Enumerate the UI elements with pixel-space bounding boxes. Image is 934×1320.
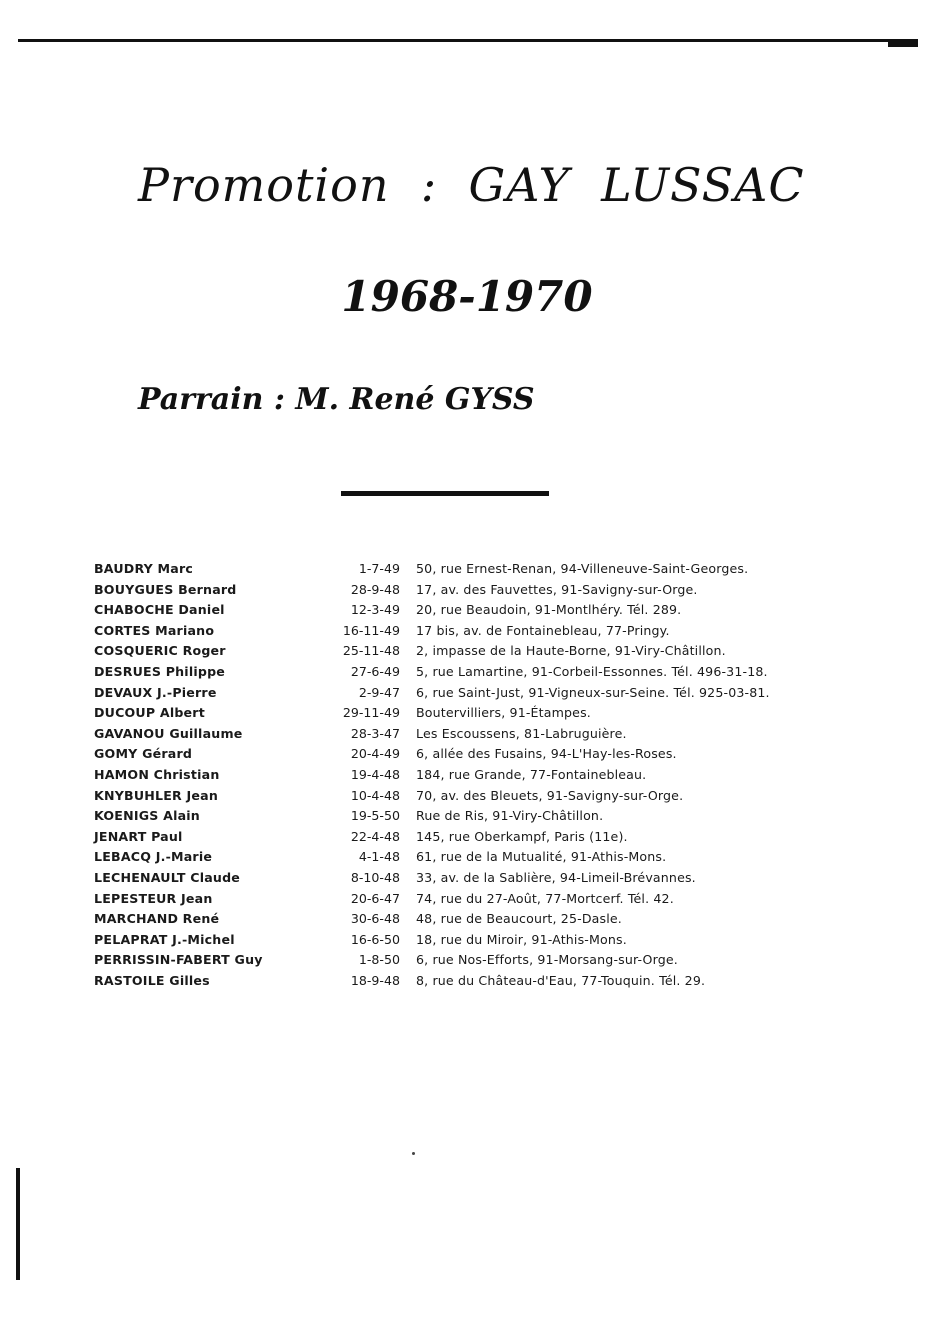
roster-list (94, 559, 814, 991)
member-name: RASTOILE Gilles (94, 972, 210, 988)
member-name: KNYBUHLER Jean (94, 787, 218, 803)
roster-row (94, 827, 814, 848)
member-address: Les Escoussens, 81-Labruguière. (416, 725, 627, 741)
birth-date: 30-6-48 (350, 911, 400, 927)
birth-date: 29-11-49 (342, 705, 400, 721)
roster-row (94, 806, 814, 827)
member-address: 5, rue Lamartine, 91-Corbeil-Essonnes. Tél. 496-31-18. (416, 663, 768, 679)
roster-row (94, 683, 814, 704)
roster-row (94, 580, 814, 601)
birth-date: 10-4-48 (350, 787, 400, 803)
roster-row (94, 724, 814, 745)
birth-date: 22-4-48 (350, 828, 400, 844)
roster-row (94, 909, 814, 930)
roster-row (94, 847, 814, 868)
member-name: HAMON Christian (94, 766, 220, 782)
member-address: 20, rue Beaudoin, 91-Montlhéry. Tél. 289. (416, 602, 682, 618)
member-name: DESRUES Philippe (94, 663, 226, 679)
birth-date: 1-8-50 (358, 952, 400, 968)
member-address: 6, allée des Fusains, 94-L'Hay-les-Roses. (416, 746, 677, 762)
birth-date: 12-3-49 (350, 602, 400, 618)
member-name: GOMY Gérard (94, 746, 193, 762)
member-name: DEVAUX J.-Pierre (94, 684, 217, 700)
member-address: 74, rue du 27-Août, 77-Mortcerf. Tél. 42. (416, 890, 674, 906)
birth-date: 28-9-48 (350, 581, 400, 597)
roster-row (94, 930, 814, 951)
promotion-years: 1968-1970 (341, 272, 593, 321)
scan-speck (412, 1152, 415, 1155)
top-rule (18, 39, 918, 42)
roster-row (94, 559, 814, 580)
member-name: JENART Paul (94, 828, 183, 844)
member-address: 70, av. des Bleuets, 91-Savigny-sur-Orge. (416, 787, 684, 803)
member-address: 48, rue de Beaucourt, 25-Dasle. (416, 911, 622, 927)
top-rule-tab (888, 41, 918, 47)
birth-date: 20-4-49 (350, 746, 400, 762)
member-name: COSQUERIC Roger (94, 643, 226, 659)
member-address: 33, av. de la Sablière, 94-Limeil-Brévannes. (416, 869, 696, 885)
member-address: 2, impasse de la Haute-Borne, 91-Viry-Châtillon. (416, 643, 726, 659)
birth-date: 8-10-48 (350, 869, 400, 885)
member-name: LECHENAULT Claude (94, 869, 241, 885)
birth-date: 27-6-49 (350, 663, 400, 679)
member-address: 6, rue Saint-Just, 91-Vigneux-sur-Seine. Tél. 925-03-81. (416, 684, 770, 700)
roster-row (94, 786, 814, 807)
birth-date: 18-9-48 (350, 972, 400, 988)
member-address: 8, rue du Château-d'Eau, 77-Touquin. Tél. 29. (416, 972, 706, 988)
member-name: KOENIGS Alain (94, 808, 200, 824)
page-title: Promotion : GAY LUSSAC (138, 158, 805, 212)
member-name: BOUYGUES Bernard (94, 581, 237, 597)
member-name: CORTES Mariano (94, 622, 215, 638)
birth-date: 28-3-47 (350, 725, 400, 741)
birth-date: 25-11-48 (342, 643, 400, 659)
birth-date: 19-5-50 (350, 808, 400, 824)
roster-row (94, 662, 814, 683)
member-name: BAUDRY Marc (94, 561, 194, 576)
birth-date: 16-6-50 (350, 931, 400, 947)
member-address: 184, rue Grande, 77-Fontainebleau. (416, 766, 647, 782)
roster-row (94, 971, 814, 992)
member-address: 145, rue Oberkampf, Paris (11e). (416, 828, 628, 844)
birth-date: 1-7-49 (358, 561, 400, 576)
title-divider (341, 491, 549, 496)
roster-row (94, 765, 814, 786)
member-name: PERRISSIN-FABERT Guy (94, 952, 263, 968)
birth-date: 2-9-47 (358, 684, 400, 700)
member-address: 6, rue Nos-Efforts, 91-Morsang-sur-Orge. (416, 952, 678, 968)
member-address: 17 bis, av. de Fontainebleau, 77-Pringy. (416, 622, 670, 638)
roster-row (94, 950, 814, 971)
birth-date: 19-4-48 (350, 766, 400, 782)
birth-date: 16-11-49 (342, 622, 400, 638)
member-address: 17, av. des Fauvettes, 91-Savigny-sur-Orge. (416, 581, 698, 597)
member-name: CHABOCHE Daniel (94, 602, 225, 618)
member-name: DUCOUP Albert (94, 705, 205, 721)
roster-row (94, 703, 814, 724)
roster-row (94, 744, 814, 765)
member-name: LEPESTEUR Jean (94, 890, 213, 906)
member-address: 18, rue du Miroir, 91-Athis-Mons. (416, 931, 627, 947)
member-address: Boutervilliers, 91-Étampes. (416, 705, 591, 721)
sponsor-line: Parrain : M. René GYSS (138, 382, 535, 417)
scan-edge-bar (16, 1168, 20, 1280)
birth-date: 4-1-48 (358, 849, 400, 865)
roster-row (94, 889, 814, 910)
roster-row (94, 641, 814, 662)
member-address: 61, rue de la Mutualité, 91-Athis-Mons. (416, 849, 667, 865)
member-name: MARCHAND René (94, 911, 220, 927)
member-address: 50, rue Ernest-Renan, 94-Villeneuve-Saint-Georges. (416, 561, 749, 576)
birth-date: 20-6-47 (350, 890, 400, 906)
member-name: PELAPRAT J.-Michel (94, 931, 235, 947)
roster-row (94, 621, 814, 642)
member-name: LEBACQ J.-Marie (94, 849, 213, 865)
roster-row (94, 868, 814, 889)
roster-row (94, 600, 814, 621)
member-name: GAVANOU Guillaume (94, 725, 243, 741)
member-address: Rue de Ris, 91-Viry-Châtillon. (416, 808, 604, 824)
